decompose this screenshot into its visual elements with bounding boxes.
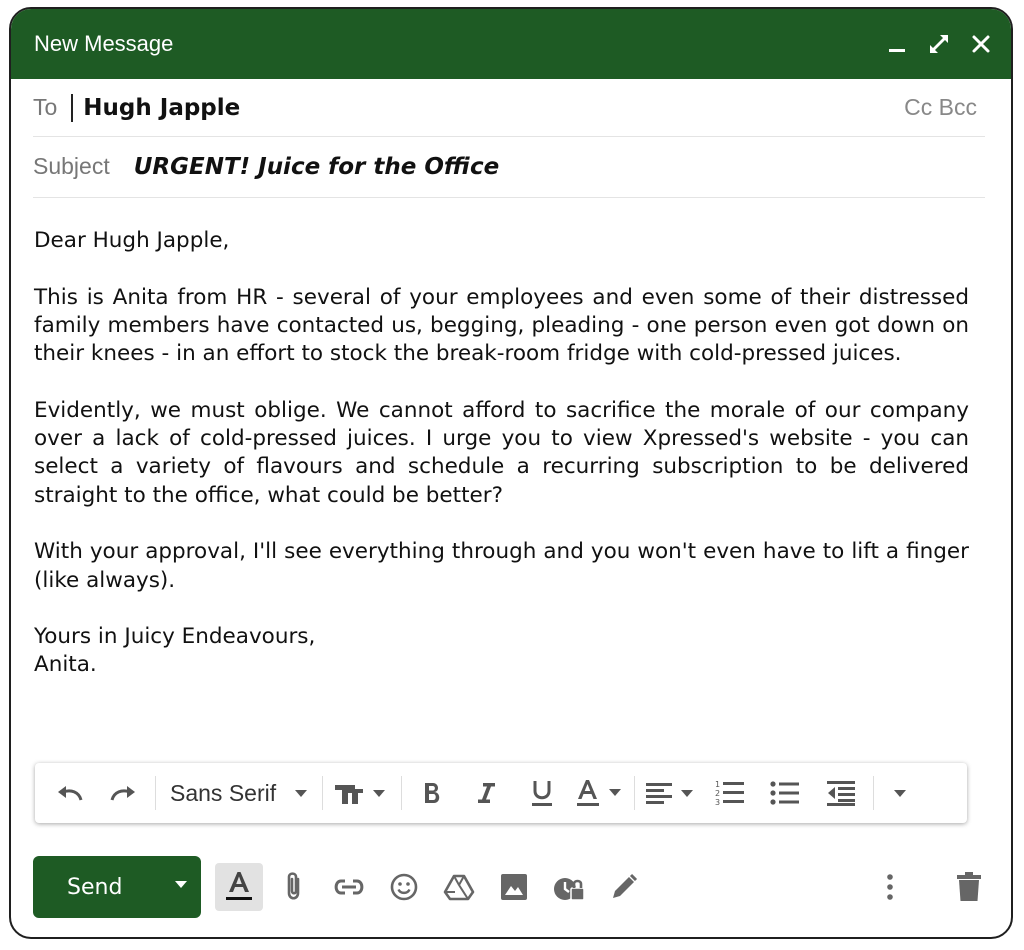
svg-text:2: 2: [715, 789, 721, 798]
compose-window: [9, 7, 1013, 939]
italic-icon[interactable]: [458, 773, 514, 813]
body-paragraph: With your approval, I'll see everything through and you won't even have to lift a finger (like always).: [34, 539, 969, 593]
toolbar-divider: [401, 776, 402, 810]
redo-icon[interactable]: [95, 773, 151, 813]
message-body[interactable]: [34, 227, 969, 680]
toolbar-divider: [873, 776, 874, 810]
emoji-icon[interactable]: [380, 863, 428, 911]
subject-field[interactable]: URGENT! Juice for the Office: [133, 153, 500, 180]
signature-name: Anita.: [34, 652, 97, 678]
toolbar-divider: [322, 776, 323, 810]
bulleted-list-icon[interactable]: [757, 773, 813, 813]
confidential-mode-icon[interactable]: [545, 863, 593, 911]
attach-icon[interactable]: [270, 863, 318, 911]
undo-icon[interactable]: [45, 773, 95, 813]
expand-icon[interactable]: [927, 32, 951, 56]
more-formatting-icon[interactable]: [878, 773, 922, 813]
greeting: Dear Hugh Japple,: [34, 228, 230, 253]
link-icon[interactable]: [325, 863, 373, 911]
more-options-icon[interactable]: [866, 863, 914, 911]
send-options-icon[interactable]: [173, 878, 189, 890]
closing: [34, 623, 969, 680]
to-label: To: [33, 94, 58, 120]
subject-row[interactable]: [33, 136, 985, 198]
svg-text:3: 3: [715, 798, 721, 807]
font-family-select[interactable]: [160, 773, 318, 813]
window-title: New Message: [34, 31, 174, 56]
toolbar-divider: [634, 776, 635, 810]
body-paragraph: Evidently, we must oblige. We cannot afford to sacrifice the morale of our company over a lack of cold-pressed juices. I urge you to view Xpressed's website - you can select a variety of flavours and schedule a recurring subscription to be delivered straight to the office, what could be better?: [34, 397, 969, 508]
close-icon[interactable]: [969, 32, 993, 56]
signoff: Yours in Juicy Endeavours,: [34, 624, 316, 650]
indent-less-icon[interactable]: [813, 773, 869, 813]
subject-label: Subject: [33, 153, 110, 179]
drive-icon[interactable]: [435, 863, 483, 911]
minimize-icon[interactable]: [885, 32, 909, 56]
text-cursor: [71, 94, 73, 122]
formatting-toolbar: [35, 763, 967, 823]
window-controls: [885, 9, 993, 79]
numbered-list-icon[interactable]: [703, 773, 757, 813]
discard-icon[interactable]: [945, 863, 993, 911]
text-color-icon[interactable]: [570, 773, 630, 813]
bold-icon[interactable]: [406, 773, 458, 813]
recipients-row[interactable]: [33, 79, 985, 137]
send-button[interactable]: [33, 856, 201, 918]
body-paragraph: This is Anita from HR - several of your employees and even some of their distressed family members have contacted us, begging, pleading - one person even got down on their knees - in an effort to stock the break-room fridge with cold-pressed juices.: [34, 284, 969, 367]
formatting-options-icon[interactable]: [215, 863, 263, 911]
send-label: Send: [67, 874, 123, 900]
underline-icon[interactable]: [514, 773, 570, 813]
chevron-down-icon: [294, 788, 308, 798]
recipient-chip[interactable]: Hugh Japple: [83, 94, 241, 121]
svg-text:1: 1: [715, 780, 721, 789]
toolbar-divider: [155, 776, 156, 810]
secondary-actions: [859, 855, 993, 919]
title-bar: [11, 9, 1011, 79]
cc-bcc-link[interactable]: Cc Bcc: [904, 94, 977, 120]
signature-icon[interactable]: [600, 863, 648, 911]
compose-actions: [33, 855, 993, 919]
align-icon[interactable]: [639, 773, 703, 813]
photo-icon[interactable]: [490, 863, 538, 911]
font-size-icon[interactable]: [327, 773, 397, 813]
font-family-label: Sans Serif: [170, 779, 277, 806]
